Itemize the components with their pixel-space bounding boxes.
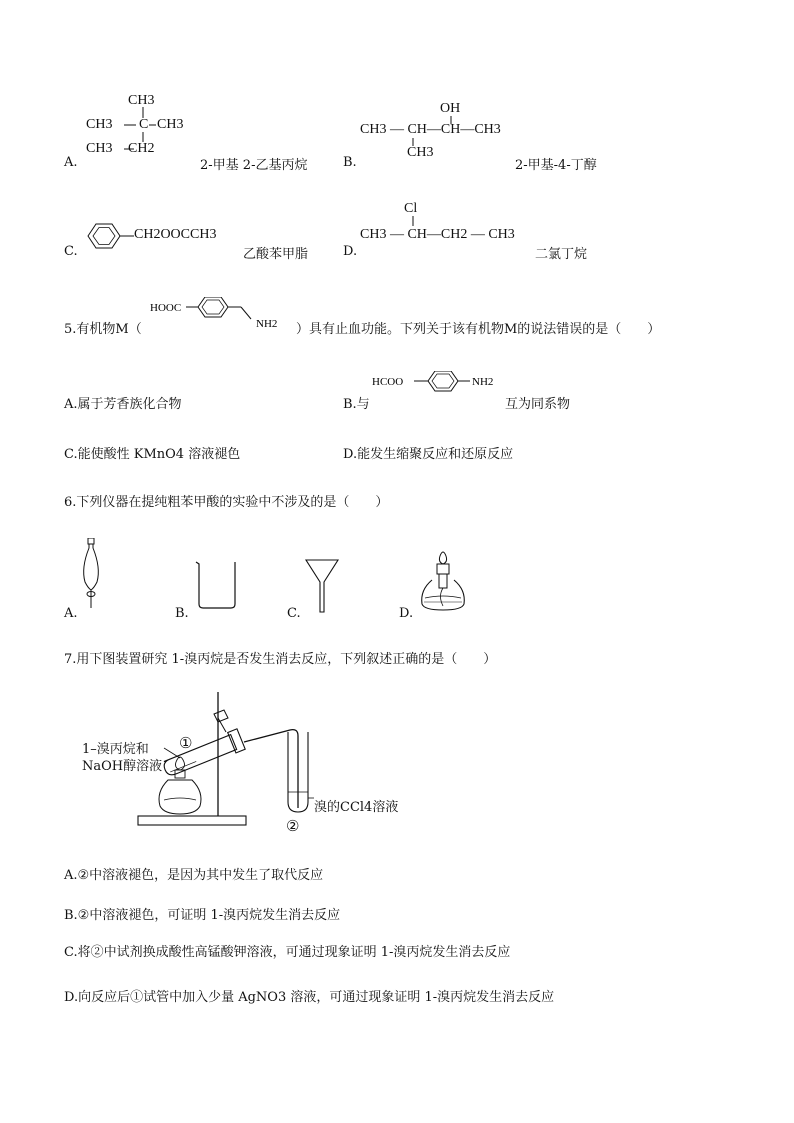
q4d-letter: D. (343, 244, 358, 259)
q7-circle-2: ② (286, 817, 300, 835)
q7-option-d: D.向反应后①试管中加入少量 AgNO3 溶液，可通过现象证明 1-溴丙烷发生消去反应 (64, 990, 555, 1005)
q4c-letter: C. (64, 244, 78, 259)
q5-option-a: A.属于芳香族化合物 (64, 397, 182, 412)
q4b-letter: B. (343, 155, 357, 170)
m-nh2-label: NH2 (256, 318, 278, 330)
separatory-funnel-icon (76, 538, 106, 610)
q4d-bonds (400, 215, 430, 235)
q5-option-d: D.能发生缩聚反应和还原反应 (343, 447, 514, 462)
q7-option-a: A.②中溶液褪色，是因为其中发生了取代反应 (64, 868, 324, 883)
q4c-group: CH2OOCCH3 (134, 227, 217, 242)
q4a-row1-left: CH3 (86, 117, 113, 132)
q5-option-c: C.能使酸性 KMnO4 溶液褪色 (64, 447, 241, 462)
q4b-top-oh: OH (440, 101, 461, 116)
q4a-row1-right: CH3 (157, 117, 184, 132)
q4d-name: 二氯丁烷 (535, 247, 588, 262)
b-hcoo-label: HCOO (372, 376, 404, 388)
q7-option-b: B.②中溶液褪色，可证明 1-溴丙烷发生消去反应 (64, 908, 341, 923)
q7-label-tube1-line1: 1–溴丙烷和 (82, 742, 149, 757)
q4a-bonds (80, 90, 200, 160)
q5-option-b-prefix: B.与 (343, 397, 370, 412)
q5-stem-suffix: ）具有止血功能。下列关于该有机物M的说法错误的是（ ） (296, 322, 661, 337)
m-hooc-label: HOOC (150, 302, 182, 314)
benzene-ring-icon (78, 218, 138, 258)
q7-circle-1: ① (179, 734, 193, 752)
q7-option-c: C.将②中试剂换成酸性高锰酸钾溶液，可通过现象证明 1-溴丙烷发生消去反应 (64, 945, 511, 960)
q4d-main-chain: CH3 — CH—CH2 — CH3 (360, 227, 515, 242)
b-nh2-label: NH2 (472, 376, 494, 388)
beaker-icon (193, 560, 243, 612)
q4c-name: 乙酸苯甲脂 (243, 247, 309, 262)
m-molecule-structure (146, 297, 296, 337)
q6-label-c: C. (287, 606, 301, 621)
b-molecule-structure (372, 371, 512, 401)
q4d-top-cl: Cl (404, 201, 418, 216)
q6-stem: 6.下列仪器在提纯粗苯甲酸的实验中不涉及的是（ ） (64, 495, 389, 510)
q6-label-b: B. (175, 606, 189, 621)
q4a-row2-left: CH3 (86, 141, 113, 156)
funnel-icon (304, 558, 340, 614)
q5-option-b-suffix: 互为同系物 (505, 397, 571, 412)
q4a-letter: A. (64, 155, 78, 170)
q7-label-tube2: 溴的CCl4溶液 (314, 800, 399, 815)
q4b-main-chain: CH3 — CH—CH—CH3 (360, 122, 501, 137)
q7-label-tube1-line2: NaOH醇溶液 (82, 759, 163, 774)
q6-label-d: D. (399, 606, 414, 621)
q4a-row2-right: CH2 (128, 141, 155, 156)
q4b-bottom-ch3: CH3 (407, 145, 434, 160)
alcohol-lamp-icon (418, 548, 468, 614)
q7-stem: 7.用下图装置研究 1-溴丙烷是否发生消去反应，下列叙述正确的是（ ） (64, 652, 497, 667)
q5-stem-prefix: 5.有机物M（ (64, 322, 142, 337)
q4a-name: 2-甲基 2-乙基丙烷 (200, 158, 308, 173)
q4b-name: 2-甲基-4-丁醇 (515, 158, 597, 173)
q4a-row1-c: C (139, 117, 149, 132)
q4b-bonds (400, 110, 470, 160)
q4a-top-ch3: CH3 (128, 93, 155, 108)
q6-label-a: A. (64, 606, 78, 621)
